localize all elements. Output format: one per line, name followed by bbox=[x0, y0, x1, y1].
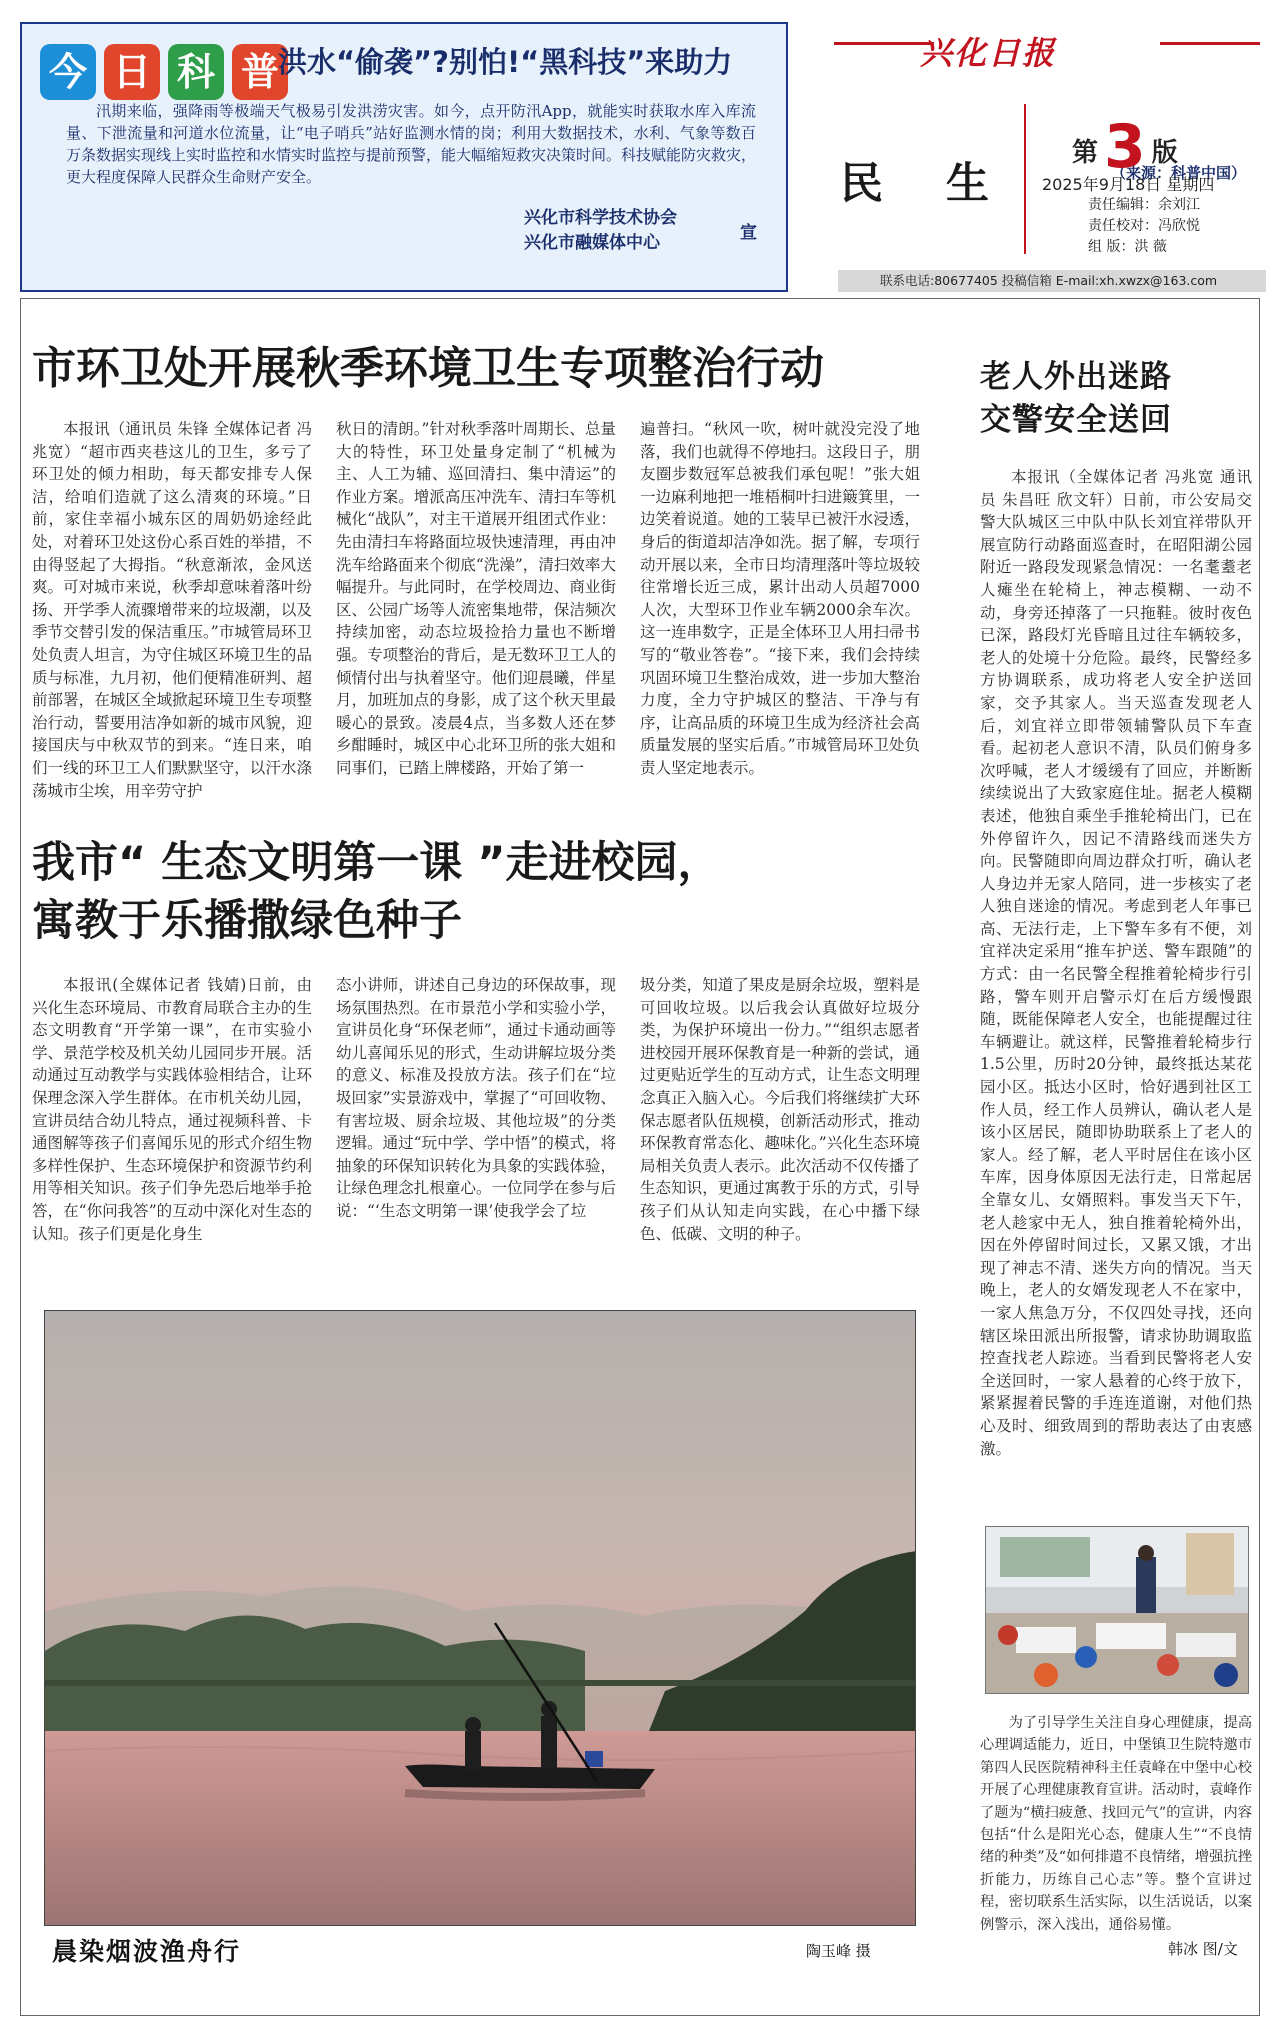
article1-col3: 遍普扫。“秋风一吹，树叶就没完没了地落，我们也就得不停地扫。这段日子，朋友圈步数冠军总被我们承包呢！”张大姐一边麻利地把一堆梧桐叶扫进簸箕里，一边笑着说道。她的工装早已被汗水浸透，身后的街道却洁净如洗。据了解，专项行动开展以来，全市日均清理落叶等垃圾较往常增长近三成，累计出动人员超7000人次，大型环卫作业车辆2000余车次。这一连串数字，正是全体环卫人用扫帚书写的“敬业答卷”。“接下来，我们会持续巩固环境卫生整治成效，进一步加大整治力度，全力守护城区的整洁、干净与有序，让高品质的环境卫生成为经济社会高质量发展的坚实后盾。”市城管局环卫处负责人坚定地表示。 bbox=[640, 420, 920, 777]
org-media: 兴化市融媒体中心 bbox=[524, 233, 660, 253]
article3-title bbox=[980, 356, 1172, 442]
masthead-dash-right bbox=[1160, 42, 1260, 45]
article2-col3: 圾分类，知道了果皮是厨余垃圾，塑料是可回收垃圾。以后我会认真做好垃圾分类，为保护环境出一份力。”“组织志愿者进校园开展环保教育是一种新的尝试，通过更贴近学生的互动方式，让生态文明理念真正入脑入心。今后我们将继续扩大环保志愿者队伍规模，创新活动形式，推动环保教育常态化、趣味化。”兴化生态环境局相关负责人表示。此次活动不仅传播了生态知识，更通过寓教于乐的方式，引导孩子们从认知走向实践，在心中播下绿色、低碳、文明的种子。 bbox=[640, 976, 920, 1243]
contact-bar: 联系电话:80677405 投稿信箱 E-mail:xh.xwzx@163.com bbox=[838, 270, 1266, 292]
article3-title-line2: 交警安全送回 bbox=[980, 402, 1172, 438]
banner-char-1: 今 bbox=[40, 44, 96, 100]
article1-col2: 秋日的清朗。”针对秋季落叶周期长、总量大的特性，环卫处量身定制了“机械为主、人工为辅、巡回清扫、集中清运”的作业方案。增派高压冲洗车、清扫车等机械化“战队”，对主干道展开组团式作业：先由清扫车将路面垃圾快速清理，再由冲洗车给路面来个彻底“洗澡”，清扫效率大幅提升。与此同时，在学校周边、商业街区、公园广场等人流密集地带，保洁频次持续加密，动态垃圾捡拾力量也不断增强。专项整治的背后，是无数环卫工人的倾情付出与执着坚守。他们迎晨曦，伴星月，加班加点的身影，成了这个秋天里最暖心的景致。凌晨4点，当多数人还在梦乡酣睡时，城区中心北环卫所的张大姐和同事们，已踏上牌楼路，开始了第一 bbox=[336, 420, 616, 777]
article2-title-line1: 我市“ 生态文明第一课 ”走进校园， bbox=[32, 838, 721, 888]
editor-credits bbox=[1088, 195, 1200, 258]
banner-char-2: 日 bbox=[104, 44, 160, 100]
banner-char-3: 科 bbox=[168, 44, 224, 100]
article2-title-line2: 寓教于乐播撒绿色种子 bbox=[32, 896, 462, 946]
editor-2: 责任校对：冯欣悦 bbox=[1088, 218, 1200, 234]
photo-caption: 晨染烟波渔舟行 bbox=[52, 1937, 242, 1966]
edition-label: 第 3 版 bbox=[1072, 112, 1178, 182]
banner-orgs bbox=[524, 206, 677, 256]
banner-body: 汛期来临，强降雨等极端天气极易引发洪涝灾害。如今，点开防汛App，就能实时获取水库入库流量、下泄流量和河道水位流量，让“电子哨兵”站好监测水情的岗；利用大数据技术，水利、气象等数百万条数据实现线上实时监控和水情实时监控与提前预警，能大幅缩短救灾决策时间。科技赋能防灾救灾，更大程度保障人民群众生命财产安全。 bbox=[66, 102, 757, 186]
section-name: 民 生 bbox=[840, 159, 1013, 209]
river-photo-image bbox=[45, 1311, 916, 1926]
banner-source: （来源：科普中国） bbox=[1110, 164, 1246, 182]
banner-xuan: 宣 bbox=[740, 223, 757, 243]
editor-1: 责任编辑：余刘江 bbox=[1088, 197, 1200, 213]
river-photo bbox=[44, 1310, 916, 1926]
classroom-photo-image bbox=[986, 1527, 1249, 1694]
article2-col1: 本报讯(全媒体记者 钱婧)日前，由兴化生态环境局、市教育局联合主办的生态文明教育“开学第一课”，在市实验小学、景范学校及机关幼儿园同步开展。活动通过互动教学与实践体验相结合，让环保理念深入学生群体。在市机关幼儿园，宣讲员结合幼儿特点，通过视频科普、卡通图解等孩子们喜闻乐见的形式介绍生物多样性保护、生态环境保护和资源节约利用等相关知识。孩子们争先恐后地举手抢答，在“你问我答”的互动中深化对生态的认知。孩子们更是化身生 bbox=[32, 976, 312, 1243]
masthead-dash-left bbox=[834, 42, 934, 45]
org-sci: 兴化市科学技术协会 bbox=[524, 208, 677, 228]
photo-credit: 陶玉峰 摄 bbox=[806, 1942, 871, 1960]
article2-col2: 态小讲师，讲述自己身边的环保故事，现场氛围热烈。在市景范小学和实验小学，宣讲员化身“环保老师”，通过卡通动画等幼儿喜闻乐见的形式，生动讲解垃圾分类的意义、标准及投放方法。孩子们在“垃圾回家”实景游戏中，掌握了“可回收物、有害垃圾、厨余垃圾、其他垃圾”的分类逻辑。通过“玩中学、学中悟”的模式，将抽象的环保知识转化为具象的实践体验，让绿色理念扎根童心。一位同学在参与后说：“‘生态文明第一课’使我学会了垃 bbox=[336, 976, 616, 1220]
brief-byline: 韩冰 图/文 bbox=[1168, 1940, 1238, 1958]
edition-number: 3 bbox=[1104, 112, 1146, 182]
masthead-divider bbox=[1024, 104, 1026, 254]
article3-title-line1: 老人外出迷路 bbox=[980, 359, 1172, 395]
brief-body: 为了引导学生关注自身心理健康，提高心理调适能力，近日，中堡镇卫生院特邀市第四人民医院精神科主任袁峰在中堡中心校开展了心理健康教育宣讲。活动时，袁峰作了题为“横扫疲惫、找回元气”的宣讲，内容包括“什么是阳光心态，健康人生”“不良情绪的种类”及“如何排遣不良情绪，增强抗挫折能力，历练自己心志”等。整个宣讲过程，密切联系生活实际，以生活说话，以案例警示，深入浅出，通俗易懂。 bbox=[980, 1715, 1252, 1933]
classroom-photo bbox=[985, 1526, 1249, 1694]
article1-title: 市环卫处开展秋季环境卫生专项整治行动 bbox=[32, 343, 824, 394]
banner-title: 洪水“偷袭”?别怕!“黑科技”来助力 bbox=[278, 45, 733, 79]
editor-3: 组 版：洪 薇 bbox=[1088, 239, 1167, 255]
article2-title bbox=[32, 834, 720, 950]
issue-date: 2025年9月18日 星期四 bbox=[1042, 175, 1215, 194]
banner-char-4: 普 bbox=[232, 44, 288, 100]
article3-body: 本报讯（全媒体记者 冯兆宽 通讯员 朱昌旺 欣文轩）日前，市公安局交警大队城区三中队中队长刘宜祥带队开展宣防行动路面巡查时，在昭阳湖公园附近一路段发现紧急情况：一名耄耋老人瘫坐在轮椅上，神志模糊、一动不动，身旁还掉落了一只拖鞋。彼时夜色已深，路段灯光昏暗且过往车辆较多，老人的处境十分危险。最终，民警经多方协调联系，成功将老人安全护送回家，交予其家人。当天巡查发现老人后，刘宜祥立即带领辅警队员下车查看。起初老人意识不清，队员们俯身多次呼喊，老人才缓缓有了回应，并断断续续说出了大致家庭住址。据老人模糊表述，他独自乘坐手推轮椅出门，已在外停留许久，因记不清路线而迷失方向。民警随即向周边群众打听，确认老人身边并无家人陪同，进一步核实了老人独自迷途的情况。考虑到老人年事已高、无法行走，上下警车多有不便，刘宜祥决定采用“推车护送、警车跟随”的方式：由一名民警全程推着轮椅步行引路，警车则开启警示灯在后方缓慢跟随，既能保障老人安全，也能提醒过往车辆避让。就这样，民警推着轮椅步行1.5公里，历时20分钟，最终抵达某花园小区。抵达小区时，恰好遇到社区工作人员，经工作人员辨认，确认老人是该小区居民，随即协助联系上了老人的家人。经了解，老人平时居住在该小区车库，因身体原因无法行走，日常起居全靠女儿、女婿照料。事发当天下午，老人趁家中无人，独自推着轮椅外出，因在外停留时间过长，又累又饿，才出现了神志不清、迷失方向的情况。当天晚上，老人的女婿发现老人不在家中，一家人焦急万分，不仅四处寻找，还向辖区垛田派出所报警，请求协助调取监控查找老人踪迹。当看到民警将老人安全送回时，一家人悬着的心终于放下，紧紧握着民警的手连连道谢，对他们热心及时、细致周到的帮助表达了由衷感激。 bbox=[980, 468, 1252, 1458]
article1-col1: 本报讯（通讯员 朱锋 全媒体记者 冯兆宽）“超市西夹巷这儿的卫生，多亏了环卫处的倾力相助，每天都安排专人保洁，给咱们造就了这么清爽的环境。”日前，家住幸福小城东区的周奶奶途经此处，对着环卫处这份心系百姓的举措，不由得竖起了大拇指。“秋意渐浓，金风送爽。可对城市来说，秋季却意味着落叶纷扬、开学季人流骤增带来的垃圾潮，以及季节交替引发的保洁重压。”市城管局环卫处负责人坦言，为守住城区环境卫生的品质与标准，九月初，他们便精准研判、超前部署，在城区全域掀起环境卫生专项整治行动，誓要用洁净如新的城市风貌，迎接国庆与中秋双节的到来。“连日来，咱们一线的环卫工人们默默坚守，以汗水涤荡城市尘埃，用辛劳守护 bbox=[32, 420, 312, 800]
newspaper-name: 兴化日报 bbox=[920, 34, 1057, 72]
